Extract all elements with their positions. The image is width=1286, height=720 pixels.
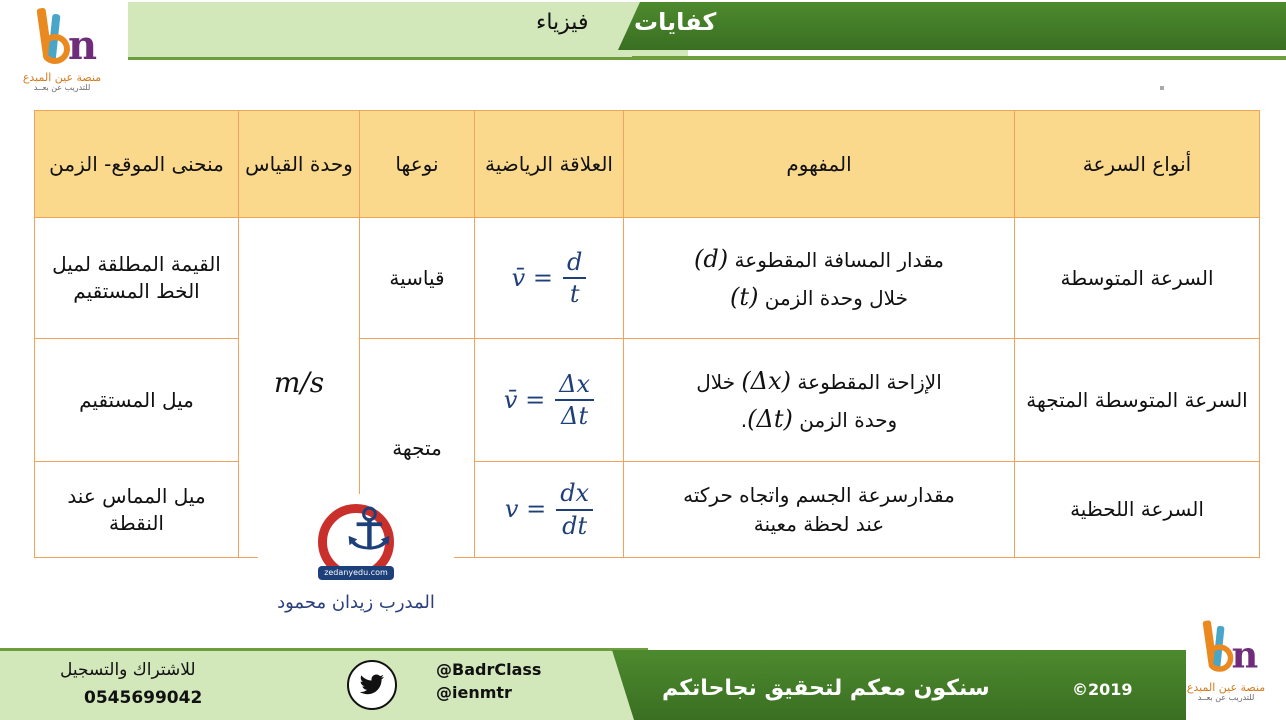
logo-icon-bottom: n	[1189, 617, 1263, 680]
footer-slogan: سنكون معكم لتحقيق نجاحاتكم	[662, 676, 990, 701]
logo-name: منصة عين المبدع	[22, 71, 102, 84]
row3-definition	[623, 461, 1015, 558]
row1-definition	[623, 217, 1015, 339]
row2-formula-lhs: v̄ =	[503, 385, 546, 414]
trainer-caption: المدرب زيدان محمود	[277, 592, 435, 613]
header-cell-types: أنواع السرعة	[1014, 110, 1260, 218]
platform-logo-bottom	[1174, 614, 1278, 703]
social-handles	[436, 658, 541, 704]
row2-def-line1b: خلال	[696, 369, 736, 394]
row2-def-symbol1: (Δx)	[741, 366, 792, 395]
header-cell-concept: المفهوم	[623, 110, 1015, 218]
row1-formula-lhs: v̄ =	[511, 263, 553, 292]
header-cell-kind: نوعها	[359, 110, 475, 218]
header-divider	[632, 56, 1286, 60]
row3-def-line2: عند لحظة معينة	[753, 511, 885, 536]
header-cell-unit: وحدة القياس	[238, 110, 360, 218]
row3-type: السرعة اللحظية	[1014, 461, 1260, 558]
footer-band-light	[0, 648, 648, 720]
subscribe-label: للاشتراك والتسجيل	[60, 660, 196, 680]
row3-curve: ميل المماس عند النقطة	[34, 461, 239, 558]
row1-def-symbol2: (t)	[730, 283, 759, 311]
row3-formula-numerator: dx	[556, 480, 593, 510]
anchor-icon: ⚓ zedanyedu.com	[308, 496, 404, 588]
row1-formula-numerator: d	[563, 249, 586, 279]
row3-formula-lhs: v =	[504, 495, 547, 524]
row2-formula	[474, 338, 624, 462]
row2-formula-denominator: Δt	[561, 402, 589, 430]
row2-type: السرعة المتوسطة المتجهة	[1014, 338, 1260, 462]
trainer-watermark	[258, 494, 454, 622]
row2-formula-numerator: Δx	[555, 371, 594, 401]
row1-formula	[474, 217, 624, 339]
footer-copyright: ©2019	[1072, 680, 1133, 699]
row1-curve: القيمة المطلقة لميل الخط المستقيم	[34, 217, 239, 339]
header-band-light	[128, 2, 688, 60]
twitter-icon[interactable]	[347, 660, 397, 710]
header-cell-formula: العلاقة الرياضية	[474, 110, 624, 218]
row2-def-line1: الإزاحة المقطوعة	[797, 369, 942, 394]
logo-tagline: للتدريب عن بعــد	[33, 83, 91, 93]
velocity-types-table	[34, 110, 1260, 558]
row3-formula-denominator: dt	[562, 511, 588, 540]
row2-def-end: .	[740, 408, 748, 432]
row2-def-symbol2: (Δt)	[747, 405, 793, 433]
handle-badrclass[interactable]: @BadrClass	[436, 660, 542, 679]
row1-kind: قياسية	[359, 217, 475, 339]
platform-logo-top	[10, 4, 114, 93]
row3-def-line1: مقدارسرعة الجسم واتجاه حركته	[683, 482, 955, 507]
header-cell-curve: منحنى الموقع- الزمن	[34, 110, 239, 218]
row2-definition	[623, 338, 1015, 462]
row3-formula	[474, 461, 624, 558]
watermark-band: zedanyedu.com	[318, 566, 394, 580]
subject-label: فيزياء	[536, 10, 589, 35]
shared-unit-cell: m/s	[238, 217, 360, 558]
logo-tagline-bottom: للتدريب عن بعــد	[1197, 693, 1255, 703]
logo-icon: n	[22, 4, 102, 72]
row2-def-line2: وحدة الزمن	[799, 408, 898, 432]
header-title: كفايات	[634, 8, 717, 36]
row1-formula-denominator: t	[569, 280, 580, 308]
header-band-dark	[618, 2, 1286, 50]
contact-phone[interactable]: 0545699042	[84, 688, 203, 708]
row1-def-line1: مقدار المسافة المقطوعة	[734, 247, 944, 272]
row2-curve: ميل المستقيم	[34, 338, 239, 462]
row1-def-line2: خلال وحدة الزمن	[764, 286, 908, 310]
logo-name-bottom: منصة عين المبدع	[1186, 681, 1266, 694]
row1-type: السرعة المتوسطة	[1014, 217, 1260, 339]
shared-kind-vector-cell: متجهة	[359, 338, 475, 558]
row1-def-symbol1: (d)	[694, 244, 729, 273]
handle-ienmtr[interactable]: @ienmtr	[436, 683, 512, 703]
stray-mark	[1160, 86, 1164, 90]
